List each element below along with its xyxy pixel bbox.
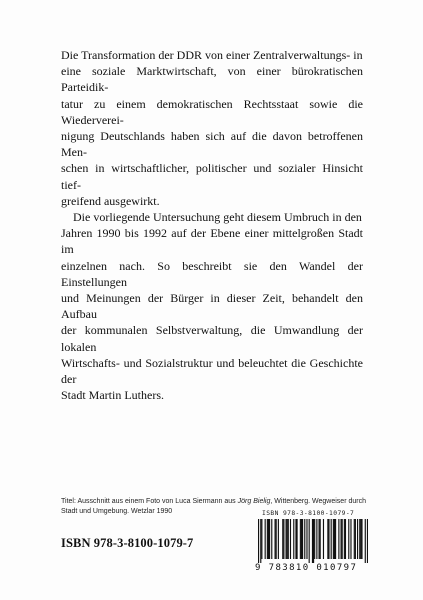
blurb-line: der kommunalen Selbstverwaltung, die Umwandlung der lokalen <box>61 323 363 354</box>
blurb-line: Stadt Martin Luthers. <box>61 388 164 403</box>
blurb-line: Die Transformation der DDR von einer Zentralverwaltungs- in <box>61 48 363 62</box>
blurb-line: schen in wirtschaftlicher, politischer und sozialer Hinsicht tief- <box>61 161 363 192</box>
caption-author: Jörg Bielig <box>237 498 271 505</box>
blurb-paragraph-1 <box>61 47 363 209</box>
blurb-line: Wirtschafts- und Sozialstruktur und beleuchtet die Geschichte der <box>61 355 363 387</box>
cover-blurb <box>61 47 363 403</box>
barcode-digits: 9 783810 010797 <box>255 563 358 573</box>
blurb-line: nigung Deutschlands haben sich auf die davon betroffenen Men- <box>61 129 363 160</box>
isbn-number: ISBN 978-3-8100-1079-7 <box>61 536 194 550</box>
blurb-line: greifend ausgewirkt. <box>61 193 160 208</box>
blurb-line: Jahren 1990 bis 1992 auf der Ebene einer mittelgroßen Stadt im <box>61 226 363 257</box>
barcode <box>258 519 368 563</box>
blurb-line: tatur zu einem demokratischen Rechtsstaat sowie die Wiederverei- <box>61 96 363 127</box>
barcode-isbn-label: ISBN 978-3-8100-1079-7 <box>262 510 355 517</box>
caption-text: , Wittenberg. Wegweiser durch Stadt und Umgebung. Wetzlar 1990 <box>61 498 367 515</box>
blurb-line: Die vorliegende Untersuchung geht diesem Umbruch in den <box>73 210 362 225</box>
blurb-line: eine soziale Marktwirtschaft, von einer bürokratischen Parteidik- <box>61 64 363 95</box>
blurb-line: einzelnen nach. So beschreibt sie den Wandel der Einstellungen <box>61 258 363 289</box>
blurb-line: und Meinungen der Bürger in dieser Zeit, behandelt den Aufbau <box>61 291 363 322</box>
blurb-paragraph-2 <box>61 209 363 403</box>
caption-text: Titel: Ausschnitt aus einem Foto von Luca Siermann aus <box>61 498 238 505</box>
